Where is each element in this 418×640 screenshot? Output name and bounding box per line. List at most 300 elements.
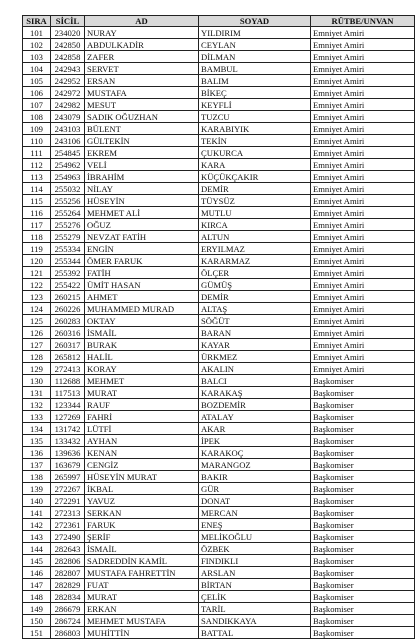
cell-ad: MUSTAFA — [85, 87, 199, 99]
cell-sicil: 255276 — [51, 219, 85, 231]
table-row — [23, 339, 415, 351]
cell-soyad: ÇELİK — [199, 591, 311, 603]
cell-rutbe: Emniyet Amiri — [311, 75, 415, 87]
cell-rutbe: Emniyet Amiri — [311, 147, 415, 159]
cell-sicil: 255422 — [51, 279, 85, 291]
cell-soyad: ATALAY — [199, 411, 311, 423]
cell-soyad: BAMBUL — [199, 63, 311, 75]
cell-soyad: BİRTAN — [199, 579, 311, 591]
cell-soyad: KARAKAŞ — [199, 387, 311, 399]
cell-rutbe: Başkomiser — [311, 459, 415, 471]
cell-rutbe: Başkomiser — [311, 435, 415, 447]
cell-sira: 103 — [23, 51, 51, 63]
cell-ad: MEHMET MUSTAFA — [85, 615, 199, 627]
cell-soyad: GÜMÜŞ — [199, 279, 311, 291]
cell-rutbe: Başkomiser — [311, 507, 415, 519]
cell-soyad: FINDIKLI — [199, 555, 311, 567]
cell-sicil: 131742 — [51, 423, 85, 435]
cell-sicil: 242943 — [51, 63, 85, 75]
cell-ad: ÖMER FARUK — [85, 255, 199, 267]
cell-ad: İSMAİL — [85, 543, 199, 555]
cell-sicil: 282643 — [51, 543, 85, 555]
cell-soyad: KARA — [199, 159, 311, 171]
cell-ad: AHMET — [85, 291, 199, 303]
table-row — [23, 591, 415, 603]
cell-sira: 110 — [23, 135, 51, 147]
cell-sira: 139 — [23, 483, 51, 495]
cell-sicil: 234020 — [51, 27, 85, 39]
table-row — [23, 291, 415, 303]
cell-soyad: BARAN — [199, 327, 311, 339]
cell-soyad: GÜR — [199, 483, 311, 495]
cell-rutbe: Başkomiser — [311, 531, 415, 543]
cell-sicil: 282806 — [51, 555, 85, 567]
table-row — [23, 363, 415, 375]
cell-rutbe: Emniyet Amiri — [311, 315, 415, 327]
cell-sira: 118 — [23, 231, 51, 243]
cell-ad: SERKAN — [85, 507, 199, 519]
cell-ad: SERVET — [85, 63, 199, 75]
cell-ad: MURAT — [85, 387, 199, 399]
cell-sira: 111 — [23, 147, 51, 159]
table-row — [23, 567, 415, 579]
cell-soyad: KÜÇÜKÇAKIR — [199, 171, 311, 183]
cell-rutbe: Emniyet Amiri — [311, 111, 415, 123]
cell-rutbe: Emniyet Amiri — [311, 123, 415, 135]
cell-rutbe: Emniyet Amiri — [311, 291, 415, 303]
cell-sicil: 255256 — [51, 195, 85, 207]
cell-sira: 131 — [23, 387, 51, 399]
table-row — [23, 471, 415, 483]
cell-rutbe: Emniyet Amiri — [311, 171, 415, 183]
cell-ad: BURAK — [85, 339, 199, 351]
cell-ad: RAUF — [85, 399, 199, 411]
table-row — [23, 579, 415, 591]
cell-sicil: 242952 — [51, 75, 85, 87]
table-row — [23, 375, 415, 387]
cell-sicil: 265997 — [51, 471, 85, 483]
table-row — [23, 399, 415, 411]
cell-rutbe: Başkomiser — [311, 495, 415, 507]
cell-sicil: 254962 — [51, 159, 85, 171]
cell-sicil: 260317 — [51, 339, 85, 351]
cell-soyad: BALCI — [199, 375, 311, 387]
cell-soyad: TUZCU — [199, 111, 311, 123]
cell-rutbe: Başkomiser — [311, 447, 415, 459]
cell-soyad: AKAR — [199, 423, 311, 435]
cell-soyad: TEKİN — [199, 135, 311, 147]
cell-soyad: BALIM — [199, 75, 311, 87]
cell-sira: 105 — [23, 75, 51, 87]
cell-sicil: 117513 — [51, 387, 85, 399]
cell-rutbe: Emniyet Amiri — [311, 351, 415, 363]
cell-soyad: DEMİR — [199, 291, 311, 303]
cell-sira: 117 — [23, 219, 51, 231]
cell-rutbe: Emniyet Amiri — [311, 327, 415, 339]
cell-sira: 108 — [23, 111, 51, 123]
cell-ad: HÜSEYİN — [85, 195, 199, 207]
cell-sicil: 127269 — [51, 411, 85, 423]
table-row — [23, 543, 415, 555]
table-row — [23, 459, 415, 471]
cell-sicil: 255334 — [51, 243, 85, 255]
cell-rutbe: Başkomiser — [311, 387, 415, 399]
cell-soyad: ENEŞ — [199, 519, 311, 531]
table-row — [23, 423, 415, 435]
table-row — [23, 27, 415, 39]
table-row — [23, 531, 415, 543]
table-row — [23, 207, 415, 219]
cell-ad: GÜLTEKİN — [85, 135, 199, 147]
cell-sicil: 265812 — [51, 351, 85, 363]
cell-soyad: CEYLAN — [199, 39, 311, 51]
cell-sicil: 243079 — [51, 111, 85, 123]
cell-sicil: 112688 — [51, 375, 85, 387]
cell-sira: 147 — [23, 579, 51, 591]
cell-sira: 146 — [23, 567, 51, 579]
cell-ad: İSMAİL — [85, 327, 199, 339]
table-header — [23, 16, 415, 27]
cell-ad: İBRAHİM — [85, 171, 199, 183]
cell-soyad: KARAKOÇ — [199, 447, 311, 459]
table-row — [23, 63, 415, 75]
cell-sicil: 260215 — [51, 291, 85, 303]
cell-sira: 133 — [23, 411, 51, 423]
cell-ad: SADIK OĞUZHAN — [85, 111, 199, 123]
cell-rutbe: Emniyet Amiri — [311, 267, 415, 279]
table-row — [23, 327, 415, 339]
cell-rutbe: Başkomiser — [311, 483, 415, 495]
cell-soyad: BATTAL — [199, 627, 311, 639]
cell-rutbe: Emniyet Amiri — [311, 255, 415, 267]
table-row — [23, 159, 415, 171]
table-row — [23, 87, 415, 99]
table-row — [23, 507, 415, 519]
cell-sira: 122 — [23, 279, 51, 291]
cell-soyad: DİLMAN — [199, 51, 311, 63]
cell-sira: 113 — [23, 171, 51, 183]
table-row — [23, 411, 415, 423]
cell-ad: KORAY — [85, 363, 199, 375]
cell-ad: CENGİZ — [85, 459, 199, 471]
table-row — [23, 627, 415, 639]
cell-sicil: 272361 — [51, 519, 85, 531]
cell-ad: MEHMET ALİ — [85, 207, 199, 219]
cell-rutbe: Başkomiser — [311, 375, 415, 387]
cell-sicil: 260226 — [51, 303, 85, 315]
cell-rutbe: Başkomiser — [311, 627, 415, 639]
cell-sira: 104 — [23, 63, 51, 75]
cell-sicil: 123344 — [51, 399, 85, 411]
table-row — [23, 267, 415, 279]
cell-rutbe: Başkomiser — [311, 591, 415, 603]
cell-ad: HÜSEYİN MURAT — [85, 471, 199, 483]
table-row — [23, 483, 415, 495]
cell-rutbe: Emniyet Amiri — [311, 231, 415, 243]
cell-rutbe: Emniyet Amiri — [311, 207, 415, 219]
cell-soyad: BAKIR — [199, 471, 311, 483]
cell-rutbe: Emniyet Amiri — [311, 279, 415, 291]
cell-sicil: 255344 — [51, 255, 85, 267]
cell-ad: FAHRİ — [85, 411, 199, 423]
cell-sira: 106 — [23, 87, 51, 99]
cell-rutbe: Emniyet Amiri — [311, 135, 415, 147]
cell-sira: 145 — [23, 555, 51, 567]
header-soyad: SOYAD — [199, 16, 311, 27]
header-row — [23, 16, 415, 27]
cell-rutbe: Başkomiser — [311, 567, 415, 579]
cell-sira: 120 — [23, 255, 51, 267]
table-row — [23, 615, 415, 627]
cell-ad: KENAN — [85, 447, 199, 459]
cell-ad: MUSTAFA FAHRETTİN — [85, 567, 199, 579]
cell-ad: SADREDDİN KAMİL — [85, 555, 199, 567]
personnel-table — [22, 15, 415, 639]
cell-soyad: DONAT — [199, 495, 311, 507]
cell-ad: ÜMİT HASAN — [85, 279, 199, 291]
cell-sira: 136 — [23, 447, 51, 459]
cell-rutbe: Emniyet Amiri — [311, 99, 415, 111]
cell-sira: 138 — [23, 471, 51, 483]
cell-sicil: 272267 — [51, 483, 85, 495]
cell-sira: 148 — [23, 591, 51, 603]
table-row — [23, 495, 415, 507]
cell-ad: ŞERİF — [85, 531, 199, 543]
cell-sira: 137 — [23, 459, 51, 471]
cell-soyad: ARSLAN — [199, 567, 311, 579]
header-rutbe: RÜTBE/UNVAN — [311, 16, 415, 27]
cell-soyad: YILDIRIM — [199, 27, 311, 39]
cell-rutbe: Emniyet Amiri — [311, 243, 415, 255]
cell-rutbe: Emniyet Amiri — [311, 219, 415, 231]
cell-ad: ABDULKADİR — [85, 39, 199, 51]
cell-rutbe: Emniyet Amiri — [311, 87, 415, 99]
cell-ad: MESUT — [85, 99, 199, 111]
cell-soyad: MERCAN — [199, 507, 311, 519]
cell-ad: VELİ — [85, 159, 199, 171]
cell-sicil: 272291 — [51, 495, 85, 507]
cell-rutbe: Başkomiser — [311, 411, 415, 423]
table-row — [23, 243, 415, 255]
cell-ad: NURAY — [85, 27, 199, 39]
table-row — [23, 519, 415, 531]
cell-sira: 115 — [23, 195, 51, 207]
cell-rutbe: Emniyet Amiri — [311, 195, 415, 207]
table-row — [23, 99, 415, 111]
cell-soyad: ALTUN — [199, 231, 311, 243]
cell-sira: 135 — [23, 435, 51, 447]
cell-sira: 121 — [23, 267, 51, 279]
cell-sicil: 255264 — [51, 207, 85, 219]
cell-ad: ENGİN — [85, 243, 199, 255]
cell-sira: 114 — [23, 183, 51, 195]
cell-rutbe: Başkomiser — [311, 543, 415, 555]
cell-sicil: 242850 — [51, 39, 85, 51]
cell-ad: MUHİTTİN — [85, 627, 199, 639]
cell-ad: FARUK — [85, 519, 199, 531]
cell-soyad: SÖĞÜT — [199, 315, 311, 327]
cell-soyad: İPEK — [199, 435, 311, 447]
cell-soyad: KARARMAZ — [199, 255, 311, 267]
cell-rutbe: Emniyet Amiri — [311, 363, 415, 375]
cell-ad: EKREM — [85, 147, 199, 159]
cell-sira: 129 — [23, 363, 51, 375]
cell-soyad: KARABIYIK — [199, 123, 311, 135]
cell-rutbe: Başkomiser — [311, 519, 415, 531]
cell-soyad: SANDIKKAYA — [199, 615, 311, 627]
table-row — [23, 183, 415, 195]
cell-sicil: 139636 — [51, 447, 85, 459]
cell-ad: YAVUZ — [85, 495, 199, 507]
cell-ad: NİLAY — [85, 183, 199, 195]
cell-ad: NEVZAT FATİH — [85, 231, 199, 243]
cell-rutbe: Emniyet Amiri — [311, 63, 415, 75]
table-row — [23, 51, 415, 63]
cell-sicil: 254845 — [51, 147, 85, 159]
cell-ad: OĞUZ — [85, 219, 199, 231]
cell-sicil: 260283 — [51, 315, 85, 327]
cell-rutbe: Emniyet Amiri — [311, 339, 415, 351]
cell-rutbe: Emniyet Amiri — [311, 183, 415, 195]
table-body — [23, 27, 415, 639]
cell-sicil: 243106 — [51, 135, 85, 147]
cell-sira: 124 — [23, 303, 51, 315]
cell-soyad: TARİL — [199, 603, 311, 615]
cell-sira: 140 — [23, 495, 51, 507]
cell-rutbe: Emniyet Amiri — [311, 303, 415, 315]
cell-soyad: DEMİR — [199, 183, 311, 195]
header-sira: SIRA — [23, 16, 51, 27]
cell-rutbe: Emniyet Amiri — [311, 51, 415, 63]
cell-sira: 109 — [23, 123, 51, 135]
cell-soyad: BOZDEMİR — [199, 399, 311, 411]
cell-rutbe: Başkomiser — [311, 603, 415, 615]
cell-soyad: KIRCA — [199, 219, 311, 231]
table-row — [23, 279, 415, 291]
table-row — [23, 135, 415, 147]
cell-rutbe: Başkomiser — [311, 423, 415, 435]
cell-soyad: ALTAŞ — [199, 303, 311, 315]
cell-soyad: MUTLU — [199, 207, 311, 219]
cell-sicil: 133432 — [51, 435, 85, 447]
table-row — [23, 219, 415, 231]
cell-rutbe: Emniyet Amiri — [311, 27, 415, 39]
cell-soyad: KEYFLİ — [199, 99, 311, 111]
cell-sicil: 242982 — [51, 99, 85, 111]
table-row — [23, 123, 415, 135]
header-ad: AD — [85, 16, 199, 27]
cell-sira: 134 — [23, 423, 51, 435]
cell-sicil: 242858 — [51, 51, 85, 63]
table-row — [23, 39, 415, 51]
table-row — [23, 303, 415, 315]
cell-sira: 123 — [23, 291, 51, 303]
cell-sicil: 282834 — [51, 591, 85, 603]
cell-sicil: 243103 — [51, 123, 85, 135]
table-row — [23, 255, 415, 267]
cell-sira: 149 — [23, 603, 51, 615]
cell-sicil: 272313 — [51, 507, 85, 519]
table-row — [23, 435, 415, 447]
cell-soyad: TÜYSÜZ — [199, 195, 311, 207]
cell-sicil: 272490 — [51, 531, 85, 543]
table-row — [23, 447, 415, 459]
table-row — [23, 75, 415, 87]
cell-rutbe: Başkomiser — [311, 555, 415, 567]
cell-ad: BÜLENT — [85, 123, 199, 135]
table-row — [23, 603, 415, 615]
cell-sira: 101 — [23, 27, 51, 39]
cell-soyad: MARANGOZ — [199, 459, 311, 471]
cell-rutbe: Başkomiser — [311, 579, 415, 591]
table-row — [23, 351, 415, 363]
cell-sira: 142 — [23, 519, 51, 531]
cell-ad: MUHAMMED MURAD — [85, 303, 199, 315]
cell-sicil: 282829 — [51, 579, 85, 591]
cell-sira: 127 — [23, 339, 51, 351]
header-sicil: SİCİL — [51, 16, 85, 27]
cell-ad: ERSAN — [85, 75, 199, 87]
cell-sicil: 242972 — [51, 87, 85, 99]
cell-ad: MEHMET — [85, 375, 199, 387]
cell-rutbe: Başkomiser — [311, 615, 415, 627]
cell-soyad: KAYAR — [199, 339, 311, 351]
table-row — [23, 147, 415, 159]
cell-soyad: ERYILMAZ — [199, 243, 311, 255]
cell-sira: 128 — [23, 351, 51, 363]
table-row — [23, 111, 415, 123]
cell-sicil: 272413 — [51, 363, 85, 375]
cell-sicil: 255032 — [51, 183, 85, 195]
cell-sicil: 254963 — [51, 171, 85, 183]
cell-ad: HALİL — [85, 351, 199, 363]
cell-sicil: 255279 — [51, 231, 85, 243]
table-row — [23, 387, 415, 399]
cell-rutbe: Başkomiser — [311, 399, 415, 411]
cell-sira: 132 — [23, 399, 51, 411]
cell-soyad: ÖZBEK — [199, 543, 311, 555]
cell-sira: 102 — [23, 39, 51, 51]
cell-sicil: 286803 — [51, 627, 85, 639]
cell-sicil: 286724 — [51, 615, 85, 627]
cell-soyad: MELİKOĞLU — [199, 531, 311, 543]
cell-soyad: ÜRKMEZ — [199, 351, 311, 363]
cell-sira: 116 — [23, 207, 51, 219]
table-row — [23, 231, 415, 243]
cell-ad: FATİH — [85, 267, 199, 279]
cell-soyad: AKALIN — [199, 363, 311, 375]
cell-ad: LÜTFİ — [85, 423, 199, 435]
cell-sira: 125 — [23, 315, 51, 327]
cell-ad: AYHAN — [85, 435, 199, 447]
cell-ad: İKBAL — [85, 483, 199, 495]
cell-rutbe: Emniyet Amiri — [311, 39, 415, 51]
cell-sira: 150 — [23, 615, 51, 627]
cell-sira: 141 — [23, 507, 51, 519]
cell-ad: MURAT — [85, 591, 199, 603]
table-row — [23, 195, 415, 207]
cell-sira: 126 — [23, 327, 51, 339]
table-row — [23, 555, 415, 567]
cell-sira: 119 — [23, 243, 51, 255]
cell-sira: 112 — [23, 159, 51, 171]
cell-soyad: ÖLÇER — [199, 267, 311, 279]
cell-soyad: BİKEÇ — [199, 87, 311, 99]
cell-rutbe: Başkomiser — [311, 471, 415, 483]
table-row — [23, 171, 415, 183]
cell-sicil: 282807 — [51, 567, 85, 579]
cell-ad: ZAFER — [85, 51, 199, 63]
